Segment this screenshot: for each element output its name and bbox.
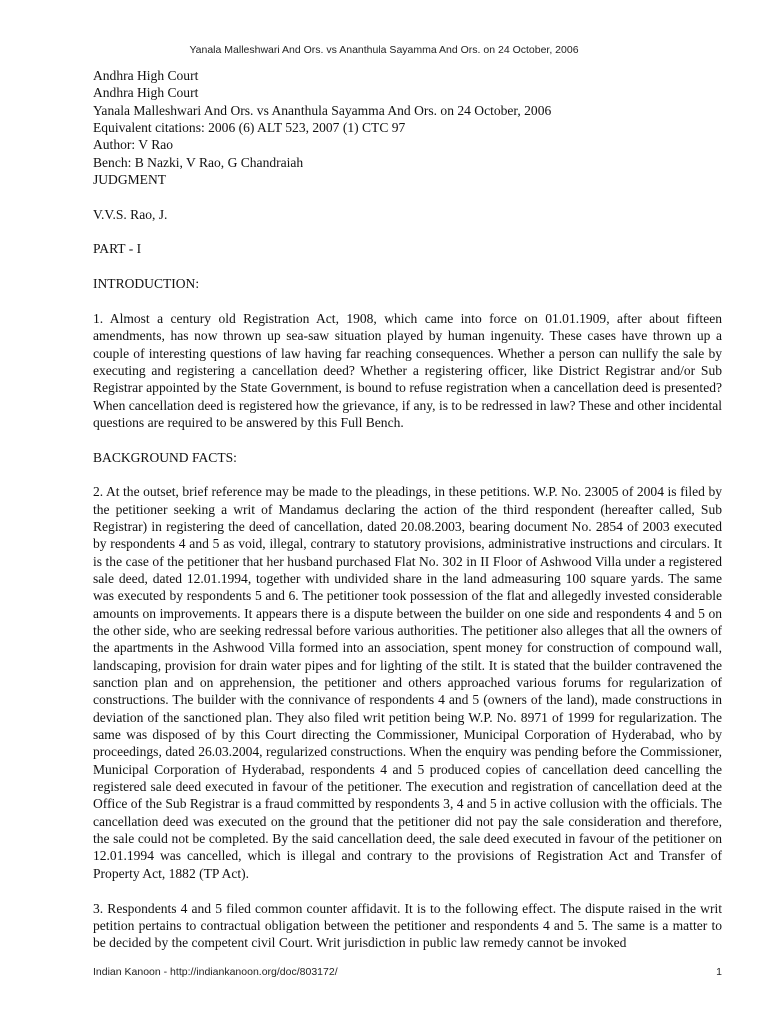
introduction-heading: INTRODUCTION: — [93, 276, 200, 292]
running-footer — [93, 966, 722, 978]
judge-name: V.V.S. Rao, J. — [93, 206, 168, 222]
page-number: 1 — [716, 966, 722, 978]
judgment-label: JUDGMENT — [93, 172, 166, 188]
paragraph-3: 3. Respondents 4 and 5 filed common counter affidavit. It is to the following effect. The dispute raised in the writ petition pertains to contractual obligation between the petitioner and respondents 4 and 5. The same is a matter to be decided by the competent civil Court. Writ jurisdiction in public law remedy cannot be invoked — [93, 900, 722, 951]
author-line: Author: V Rao — [93, 137, 174, 153]
paragraph-2: 2. At the outset, brief reference may be made to the pleadings, in these petitions. W.P. No. 23005 of 2004 is filed by the petitioner seeking a writ of Mandamus declaring the action of the third respondent (hereafter called, Sub Registrar) in registering the deed of cancellation, dated 20.08.2003, bearing document No. 2854 of 2003 executed by respondents 4 and 5 as void, illegal, contrary to statutory provisions, administrative instructions and circulars. It is the case of the petitioner that her husband purchased Flat No. 302 in II Floor of Ashwood Villa under a registered sale deed, dated 12.01.1994, together with undivided share in the land admeasuring 100 square yards. The same was executed by respondents 5 and 6. The petitioner took possession of the flat and allegedly invested considerable amounts on improvements. It appears there is a dispute between the builder on one side and respondents 4 and 5 on the other side, who are seeking redressal before various authorities. The petitioner also alleges that all the owners of the apartments in the Ashwood Villa formed into an association, spent money for construction of compound wall, landscaping, provision for drain water pipes and for lighting of the stilt. It is stated that the builder contravened the sanction plan and on apprehension, the petitioner and others approached various forums for regularization of constructions. The builder with the connivance of respondents 4 and 5 (owners of the land), made constructions in deviation of the sanctioned plan. They also filed writ petition being W.P. No. 8971 of 1999 for regularization. The same was disposed of by this Court directing the Commissioner, Municipal Corporation of Hyderabad, who by proceedings, dated 26.03.2004, regularized constructions. When the enquiry was pending before the Commissioner, Municipal Corporation of Hyderabad, respondents 4 and 5 produced copies of cancellation deed cancelling the registered sale deed executed in favour of the petitioner. The execution and registration of cancellation deed at the Office of the Sub Registrar is a fraud committed by respondents 3, 4 and 5 in active collusion with the officials. The cancellation deed was executed on the ground that the petitioner did not pay the sale consideration and therefore, the sale could not be completed. By the said cancellation deed, the sale deed executed in favour of the petitioner on 12.01.1994 was cancelled, which is illegal and contrary to the provisions of Registration Act and Transfer of Property Act, 1882 (TP Act). — [93, 484, 722, 881]
court-name-repeat: Andhra High Court — [93, 85, 199, 101]
running-header: Yanala Malleshwari And Ors. vs Ananthula Sayamma And Ors. on 24 October, 2006 — [189, 44, 579, 56]
part-heading: PART - I — [93, 241, 142, 257]
paragraph-1: 1. Almost a century old Registration Act, 1908, which came into force on 01.01.1909, after about fifteen amendments, has now thrown up sea-saw situation played by human ingenuity. These cases have thrown up a couple of interesting questions of law having far reaching consequences. Whether a person can nullify the sale by executing and registering a cancellation deed? Whether a registering officer, like District Registrar and/or Sub Registrar appointed by the State Government, is bound to refuse registration when a cancellation deed is presented? When cancellation deed is registered how the grievance, if any, is to be redressed in law? These and other incidental questions are required to be answered by this Full Bench. — [93, 310, 722, 430]
source-link[interactable]: Indian Kanoon - http://indiankanoon.org/doc/803172/ — [93, 966, 338, 978]
court-name: Andhra High Court — [93, 68, 199, 83]
bench-line: Bench: B Nazki, V Rao, G Chandraiah — [93, 154, 304, 170]
document-body — [93, 67, 722, 952]
case-title: Yanala Malleshwari And Ors. vs Ananthula Sayamma And Ors. on 24 October, 2006 — [93, 102, 552, 118]
background-facts-heading: BACKGROUND FACTS: — [93, 449, 237, 465]
equivalent-citations: Equivalent citations: 2006 (6) ALT 523, 2007 (1) CTC 97 — [93, 120, 406, 136]
